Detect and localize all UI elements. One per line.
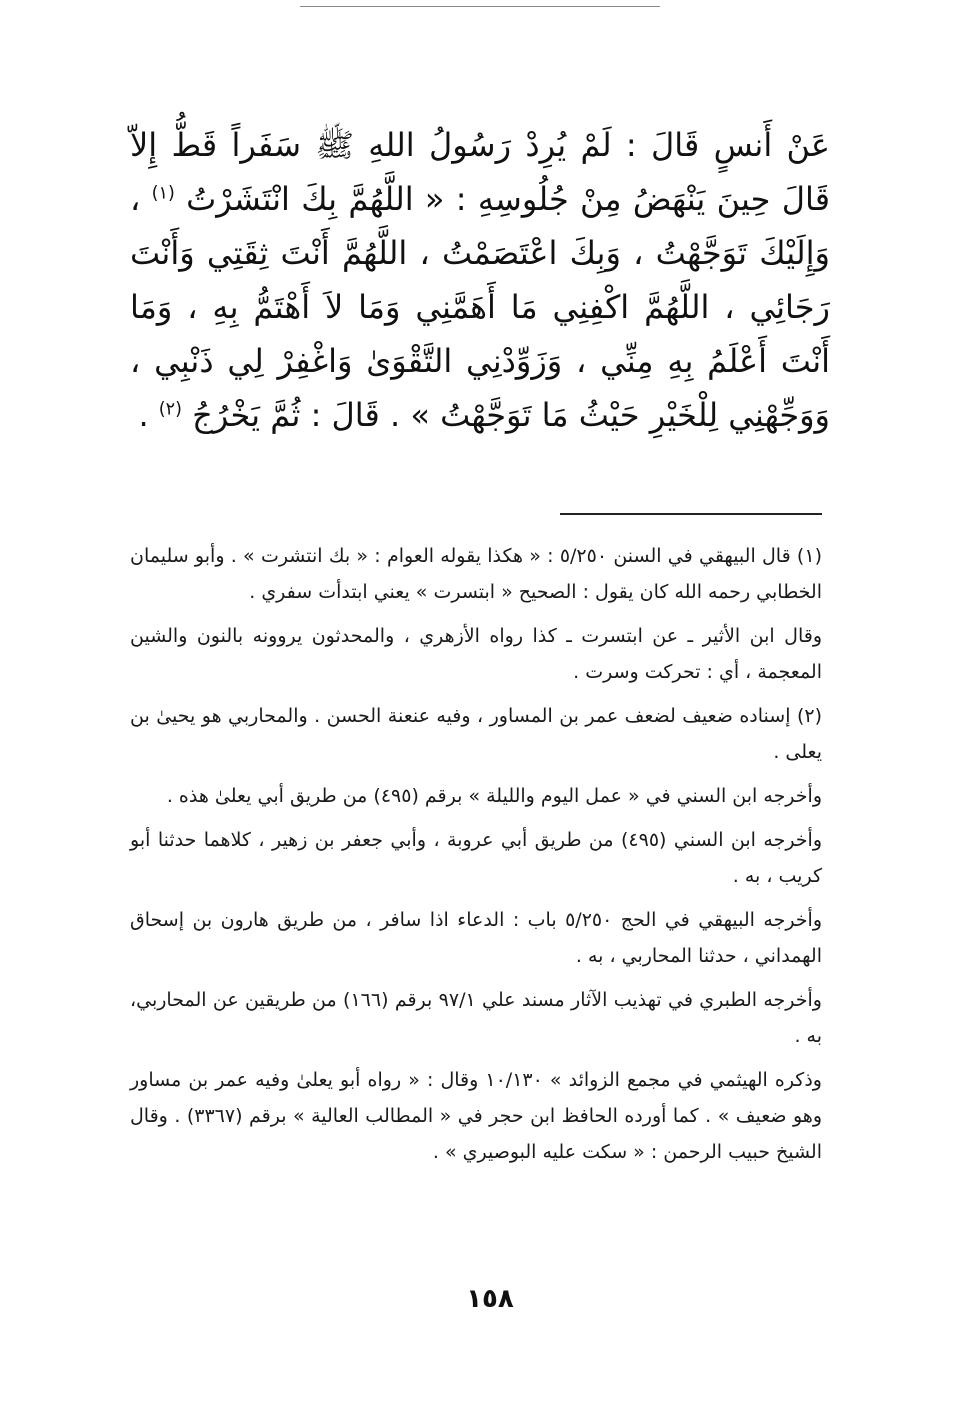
hadith-text-part-1: عَنْ أَنسٍ قَالَ : لَمْ يُرِدْ رَسُولُ اللهِ ﷺ سَفَراً قَطُّ إِلاّ قَالَ حِينَ يَنْهَضُ مِنْ جُلُوسِهِ : « اللَّهُمَّ بِكَ انْتَشَرْتُ: [130, 126, 831, 218]
hadith-text-part-2: ، وَإِلَيْكَ تَوَجَّهْتُ ، وَبِكَ اعْتَصَمْتُ ، اللَّهُمَّ أَنْتَ ثِقَتِي وَأَنْتَ رَجَائِي ، اللَّهُمَّ اكْفِنِي مَا أَهَمَّنِي وَمَا لاَ أَهْتَمُّ بِهِ ، وَمَا أَنْتَ أَعْلَمُ بِهِ مِنِّي ، وَزَوِّدْنِي التَّقْوَىٰ وَاغْفِرْ لِي ذَنْبِي ، وَوَجِّهْنِي لِلْخَيْرِ حَيْثُ مَا تَوَجَّهْتُ » . قَالَ : ثُمَّ يَخْرُجُ: [130, 180, 830, 434]
footnote-ref-2: (٢): [158, 399, 182, 420]
footnote-ref-1: (١): [151, 183, 175, 204]
hadith-paragraph: [130, 118, 830, 442]
footnote-1: (١) قال البيهقي في السنن ٥/٢٥٠ : « هكذا يقوله العوام : « بك انتشرت » . وأبو سليمان الخطابي رحمه الله كان يقول : الصحيح « ابتسرت » يعني ابتدأت سفري .: [130, 545, 822, 603]
footnote-2-tabari: وأخرجه الطبري في تهذيب الآثار مسند علي ٩٧/١ برقم (١٦٦) من طريقين عن المحاربي، به .: [130, 989, 822, 1047]
footnotes: [130, 538, 822, 1178]
footnote-1-cont: وقال ابن الأثير ـ عن ابتسرت ـ كذا رواه الأزهري ، والمحدثون يروونه بالنون والشين المعجمة ، أي : تحركت وسرت .: [130, 625, 822, 683]
page-number: ١٥٨: [466, 1284, 514, 1314]
top-edge-line: [300, 6, 660, 7]
footnote-2: (٢) إسناده ضعيف لضعف عمر بن المساور ، وفيه عنعنة الحسن . والمحاربي هو يحيىٰ بن يعلى .: [130, 705, 822, 763]
footnote-2-haythami: وذكره الهيثمي في مجمع الزوائد » ١٠/١٣٠ وقال : « رواه أبو يعلىٰ وفيه عمر بن مساور وهو ضعيف » . كما أورده الحافظ ابن حجر في « المطالب العالية » برقم (٣٣٦٧) . وقال الشيخ حبيب الرحمن : « سكت عليه البوصيري » .: [130, 1069, 822, 1163]
footnote-separator: [560, 513, 822, 515]
footnote-2-ibn-sunni-2: وأخرجه ابن السني (٤٩٥) من طريق أبي عروبة ، وأبي جعفر بن زهير ، كلاهما حدثنا أبو كريب ، به .: [130, 829, 822, 887]
footnote-2-bayhaqi: وأخرجه البيهقي في الحج ٥/٢٥٠ باب : الدعاء اذا سافر ، من طريق هارون بن إسحاق الهمداني ، حدثنا المحاربي ، به .: [130, 909, 822, 967]
hadith-text-end: .: [138, 396, 159, 434]
hadith-text: [130, 118, 830, 442]
footnote-2-ibn-sunni: وأخرجه ابن السني في « عمل اليوم والليلة » برقم (٤٩٥) من طريق أبي يعلىٰ هذه .: [166, 785, 822, 807]
